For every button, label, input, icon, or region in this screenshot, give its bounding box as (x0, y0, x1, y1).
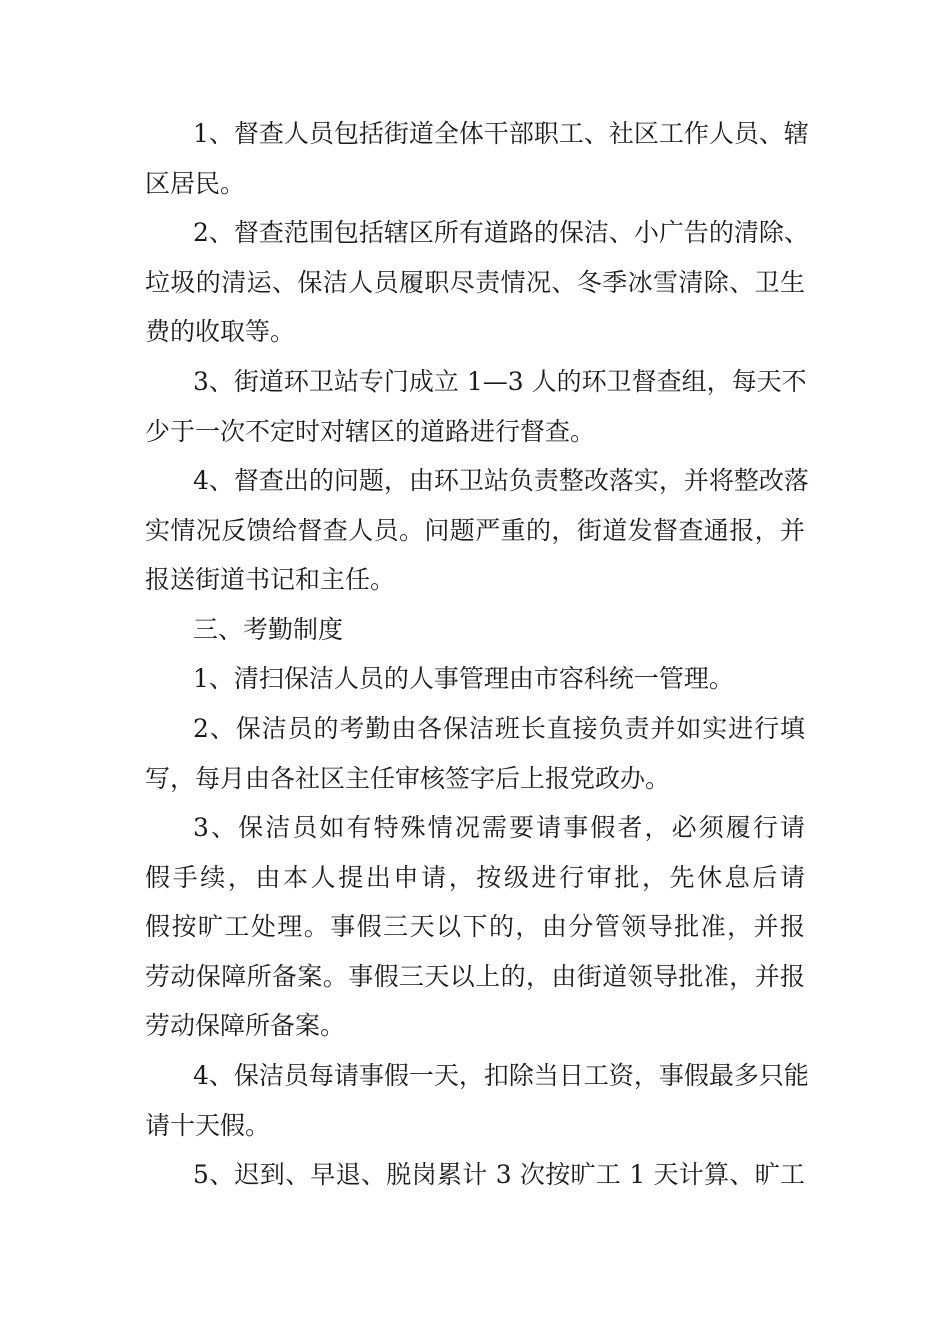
text-line: 少于一次不定时对辖区的道路进行督查。 (145, 417, 596, 446)
text-line: 4、保洁员每请事假一天，扣除当日工资，事假最多只能 (193, 1061, 809, 1090)
text-line: 2、督查范围包括辖区所有道路的保洁、小广告的清除、 (193, 218, 809, 247)
text-line: 1、清扫保洁人员的人事管理由市容科统一管理。 (193, 664, 734, 693)
section-heading: 三、考勤制度 (193, 615, 344, 644)
text-line: 5、迟到、早退、脱岗累计 3 次按旷工 1 天计算、旷工 (193, 1160, 805, 1189)
text-line: 1、督查人员包括街道全体干部职工、社区工作人员、辖 (193, 119, 809, 148)
text-line: 费的收取等。 (145, 317, 296, 346)
text-line: 3、街道环卫站专门成立 1—3 人的环卫督查组，每天不 (193, 367, 807, 396)
text-line: 假手续，由本人提出申请，按级进行审批，先休息后请 (145, 863, 805, 892)
text-line: 2、保洁员的考勤由各保洁班长直接负责并如实进行填 (193, 714, 805, 743)
text-line: 4、督查出的问题，由环卫站负责整改落实，并将整改落 (193, 466, 809, 495)
text-line: 垃圾的清运、保洁人员履职尽责情况、冬季冰雪清除、卫生 (145, 268, 805, 297)
text-line: 报送街道书记和主任。 (145, 565, 396, 594)
text-line: 实情况反馈给督查人员。问题严重的，街道发督查通报，并 (145, 516, 805, 545)
text-line: 假按旷工处理。事假三天以下的，由分管领导批准，并报 (145, 912, 805, 941)
text-line: 请十天假。 (145, 1111, 271, 1140)
text-line: 3、保洁员如有特殊情况需要请事假者，必须履行请 (193, 813, 805, 842)
text-line: 劳动保障所备案。事假三天以上的，由街道领导批准，并报 (145, 962, 805, 991)
text-line: 写，每月由各社区主任审核签字后上报党政办。 (145, 764, 671, 793)
text-line: 区居民。 (145, 169, 246, 198)
text-line: 劳动保障所备案。 (145, 1011, 346, 1040)
